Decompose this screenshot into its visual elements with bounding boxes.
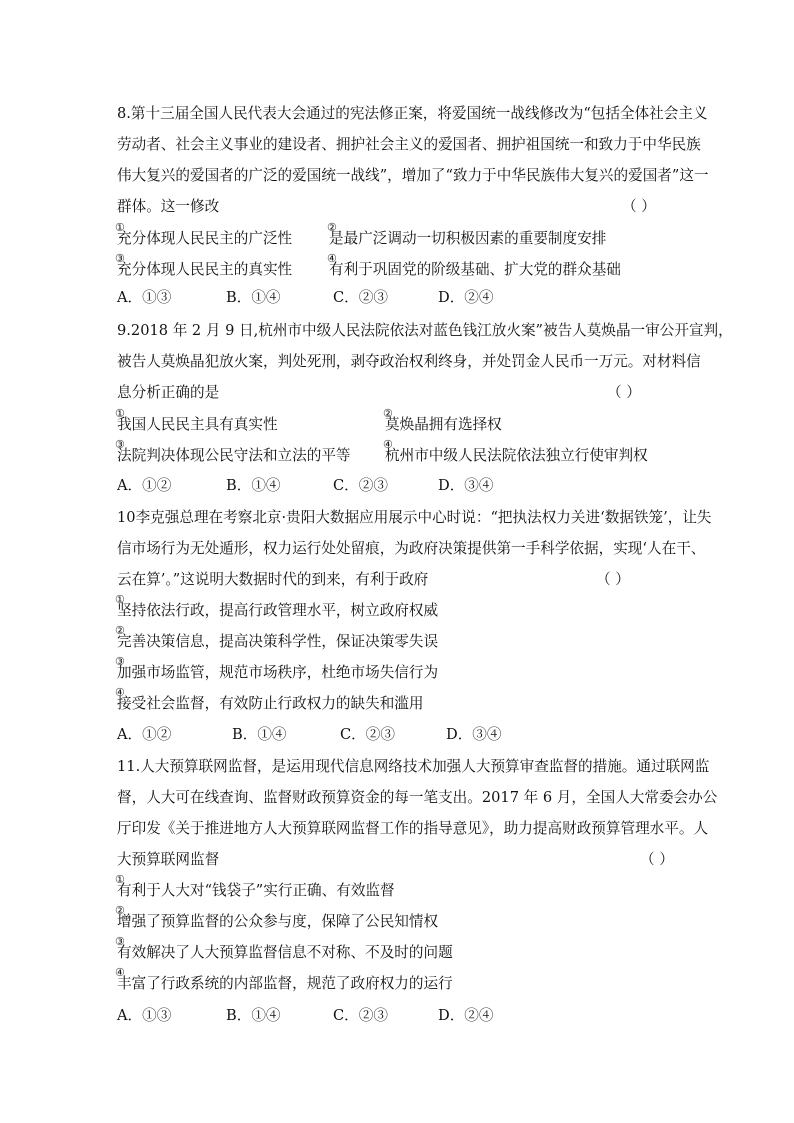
question-text-line: 11.人大预算联网监督，是运用现代信息网络技术加强人大预算审查监督的措施。通过联网监 [117, 758, 710, 775]
question-text-line: 云在算’。”这说明大数据时代的到来，有利于政府 [117, 571, 429, 588]
statement-marker: ① [115, 221, 125, 234]
choice-b[interactable]: B．①④ [226, 1007, 281, 1024]
statement-text: 充分体现人民民主的真实性 [117, 261, 293, 278]
choice-b[interactable]: B．①④ [226, 289, 281, 306]
statement-1 [115, 873, 395, 900]
question-text-line: 10李克强总理在考察北京·贵阳大数据应用展示中心时说：“把执法权力关进‘数据铁笼’，让失 [117, 509, 712, 526]
statement-marker: ① [115, 407, 125, 420]
statement-4 [383, 438, 648, 465]
statement-3 [115, 935, 453, 962]
choice-d[interactable]: D．②④ [438, 289, 494, 306]
statement-text: 我国人民民主具有真实性 [117, 416, 278, 433]
statement-text: 是最广泛调动一切积极因素的重要制度安排 [329, 230, 607, 247]
statement-text: 丰富了行政系统的内部监督，规范了政府权力的运行 [117, 975, 453, 992]
statement-text: 有利于人大对“钱袋子”实行正确、有效监督 [117, 882, 395, 899]
choice-c[interactable]: C．②③ [333, 289, 388, 306]
statement-marker: ④ [115, 686, 125, 699]
statement-marker: ④ [115, 966, 125, 979]
choice-a[interactable]: A．①③ [117, 1007, 172, 1024]
statement-3 [115, 252, 293, 279]
question-text-line: 督，人大可在线查询、监督财政预算资金的每一笔支出。2017 年 6 月，全国人大常委会办公 [117, 789, 718, 806]
choice-c[interactable]: C．②③ [333, 477, 388, 494]
statement-text: 接受社会监督，有效防止行政权力的缺失和滥用 [117, 695, 424, 712]
statement-marker: ③ [115, 438, 125, 451]
question-text-line: 8.第十三届全国人民代表大会通过的宪法修正案，将爱国统一战线修改为“包括全体社会主义 [117, 105, 708, 122]
choice-b[interactable]: B．①④ [232, 726, 287, 743]
answer-blank: （ ） [622, 198, 656, 215]
statement-marker: ③ [115, 655, 125, 668]
statement-marker: ② [115, 904, 125, 917]
statement-text: 法院判决体现公民守法和立法的平等 [117, 447, 351, 464]
statement-4 [327, 252, 621, 279]
choice-a[interactable]: A．①③ [117, 289, 172, 306]
answer-blank: （ ） [640, 851, 674, 868]
statement-marker: ② [383, 407, 393, 420]
statement-3 [115, 438, 351, 465]
question-text-line: 厅印发《关于推进地方人大预算联网监督工作的指导意见》，助力提高财政预算管理水平。人 [117, 820, 709, 837]
statement-marker: ④ [327, 252, 337, 265]
statement-marker: ② [327, 221, 337, 234]
statement-text: 加强市场监管，规范市场秩序，杜绝市场失信行为 [117, 664, 439, 681]
question-text-line: 被告人莫焕晶犯放火案，判处死刑，剥夺政治权利终身，并处罚金人民币一万元。对材料信 [117, 353, 701, 370]
choice-c[interactable]: C．②③ [333, 1007, 388, 1024]
choice-a[interactable]: A．①② [117, 726, 172, 743]
statement-text: 增强了预算监督的公众参与度，保障了公民知情权 [117, 913, 439, 930]
choice-d[interactable]: D．②④ [438, 1007, 494, 1024]
statement-text: 有效解决了人大预算监督信息不对称、不及时的问题 [117, 944, 453, 961]
question-text-line: 劳动者、社会主义事业的建设者、拥护社会主义的爱国者、拥护祖国统一和致力于中华民族 [117, 136, 701, 153]
statement-text: 充分体现人民民主的广泛性 [117, 230, 293, 247]
statement-text: 有利于巩固党的阶级基础、扩大党的群众基础 [329, 261, 621, 278]
answer-blank: （ ） [596, 571, 630, 588]
statement-2 [383, 407, 502, 434]
question-text-line: 伟大复兴的爱国者的广泛的爱国统一战线”，增加了“致力于中华民族伟大复兴的爱国者”这一 [117, 167, 709, 184]
statement-2 [327, 221, 607, 248]
statement-text: 莫焕晶拥有选择权 [385, 416, 502, 433]
question-text-line: 9.2018 年 2 月 9 日,杭州市中级人民法院依法对蓝色钱江放火案”被告人莫焕晶一审公开宣判， [117, 322, 733, 339]
question-text-line: 大预算联网监督 [117, 851, 220, 868]
question-text-line: 息分析正确的是 [117, 384, 220, 401]
statement-text: 坚持依法行政，提高行政管理水平，树立政府权威 [117, 602, 439, 619]
statement-4 [115, 966, 453, 993]
statement-2 [115, 904, 439, 931]
statement-1 [115, 221, 293, 248]
question-text-line: 信市场行为无处遁形，权力运行处处留痕，为政府决策提供第一手科学依据，实现‘人在干、 [117, 540, 706, 557]
statement-2 [115, 624, 439, 651]
answer-blank: （ ） [607, 384, 641, 401]
statement-1 [115, 593, 439, 620]
statement-1 [115, 407, 278, 434]
statement-marker: ③ [115, 252, 125, 265]
statement-text: 杭州市中级人民法院依法独立行使审判权 [385, 447, 648, 464]
choice-d[interactable]: D．③④ [438, 477, 494, 494]
statement-4 [115, 686, 424, 713]
statement-marker: ① [115, 593, 125, 606]
choice-d[interactable]: D．③④ [446, 726, 502, 743]
statement-text: 完善决策信息，提高决策科学性，保证决策零失误 [117, 633, 439, 650]
statement-marker: ② [115, 624, 125, 637]
question-text-line: 群体。这一修改 [117, 198, 220, 215]
statement-marker: ③ [115, 935, 125, 948]
statement-marker: ① [115, 873, 125, 886]
statement-3 [115, 655, 439, 682]
choice-c[interactable]: C．②③ [340, 726, 395, 743]
choice-b[interactable]: B．①④ [226, 477, 281, 494]
statement-marker: ④ [383, 438, 393, 451]
choice-a[interactable]: A．①② [117, 477, 172, 494]
